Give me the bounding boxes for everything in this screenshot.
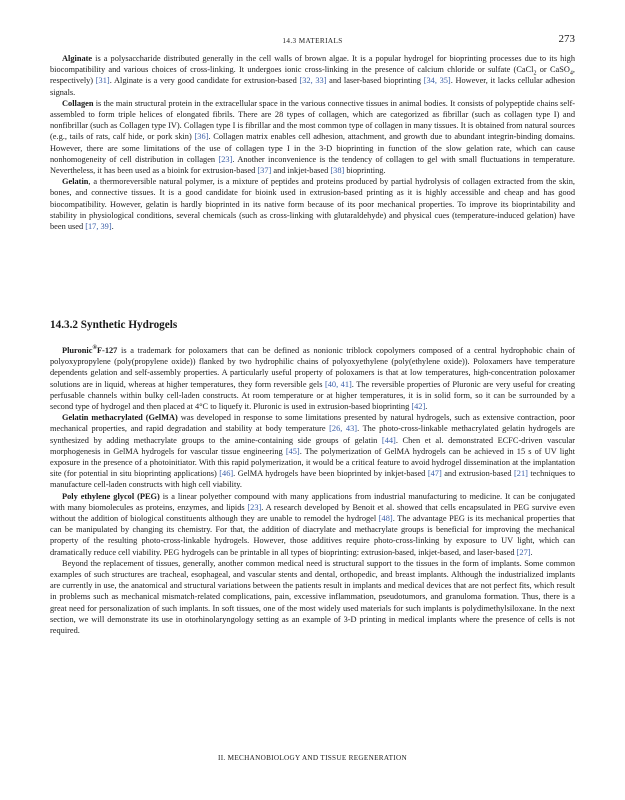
paragraph-pluronic	[50, 345, 575, 412]
text: .	[111, 222, 114, 232]
paragraph-alginate	[50, 53, 575, 98]
text: . A research developed by Benoit et al. showed that cells encapsulated in PEG survive even without the addition of biological constituents although they are unable to remodel the hydrogel	[50, 502, 575, 524]
text: and laser-based bioprinting	[326, 76, 424, 86]
section-synthetic-hydrogels	[50, 345, 575, 636]
paragraph-gelma	[50, 412, 575, 490]
citation-link[interactable]: [31]	[95, 76, 110, 86]
citation-link[interactable]: [47]	[427, 469, 442, 479]
citation-link[interactable]: [38]	[330, 166, 345, 176]
running-head: 14.3 MATERIALS	[282, 37, 343, 45]
page-footer: II. MECHANOBIOLOGY AND TISSUE REGENERATION	[218, 754, 407, 762]
text: , respectively)	[50, 65, 576, 86]
citation-link[interactable]: [21]	[514, 469, 528, 479]
citation-link[interactable]: [17, 39]	[85, 222, 112, 232]
text: was developed in response to some limitations presented by natural hydrogels, such as extensive contraction, poor mechanical properties, and rapid degradation and stability at body temperature	[50, 413, 575, 434]
citation-link[interactable]: [36]	[194, 132, 209, 142]
text: is a trademark for poloxamers that can be defined as nonionic triblock copolymers composed of a central hydrophobic chain of polyoxypropylene (poly(propylene oxide)) flanked by two hydrophilic chains of polyoxyethylene (poly(ethylene oxide)). Poloxamers have temperature dependents gelation and self-assembly properties. A particularly useful property of poloxamers is that at low temperatures, high-concentration poloxamer solutions are in liquid, whereas at higher temperatures, they form reversible gels	[50, 346, 575, 389]
text: and inkjet-based	[271, 166, 331, 176]
superscript: ®	[92, 345, 97, 352]
text: techniques to manufacture cell-laden constructs with high cell viability.	[50, 469, 576, 490]
paragraph-implants: Beyond the replacement of tissues, generally, another common medical need is structural support to the tissues in the form of implants. Some common examples of such structures are tracheal, esophageal, and vascular stents and dental, orthopedic, and breast implants. Although the industrialized implants are currently in use, the anatomical and structural variations between the patients result in implants and medical devices that are not perfect fits, which result in problems such as mechanical mismatch-related complications, pain, excessive inflammation, pseudotumors, and granuloma formation. Thus, there is a great need for personalization of such implants. In soft tissues, one of the most widely used materials for such implants is polydimethylsiloxane. In the next section, we will demonstrate its use in otorhinolaryngology setting as an example of 3-D printing in medical implants where the presence of cells is not required.	[50, 558, 575, 636]
text: F-127	[96, 346, 118, 355]
text: is a polysaccharide distributed generally in the cell walls of brown algae. It is a popular hydrogel for bioprinting processes due to its high biocompatibility and various choices of cross-linking. It undergoes ionic cross-linking in the presence of calcium chloride or sulfate (CaCl	[50, 54, 575, 75]
text: . GelMA hydrogels have been bioprinted by inkjet-based	[233, 469, 428, 479]
term-gelma: Gelatin methacrylated (GelMA)	[62, 413, 178, 423]
text: . The advantage PEG is its mechanical properties that can be manipulated by changing its chemistry. For that, the addition of diacrylate and methacrylate groups is beneficial for improving the mechanical property of the resulting photo-cross-linkable hydrogels. However, those additives require photo-cross-linking by exposure to UV light, which can dramatically reduce cell viability. PEG hydrogels can be printable in all types of bioprinting: extrusion-based, inkjet-based, and laser-based	[50, 514, 575, 557]
page-number: 273	[558, 33, 575, 45]
section-14-3-materials	[50, 53, 575, 232]
citation-link[interactable]: [27]	[516, 547, 531, 557]
text: .	[425, 402, 428, 412]
text: . Collagen matrix enables cell adhesion, attachment, and growth due to abundant integrin-binding domains. However, there are some limitations of the use of collagen type I in the 3-D bioprinting in function of the slow gelation rate, which can cause nonhomogeneity of cell distribution in collagen	[50, 132, 576, 164]
text: is the main structural protein in the extracellular space in the various connective tissues in animal bodies. It consists of polypeptide chains self-assembled to form triple helices of elongated fibrils. There are 28 types of collagen, which are categorized as fibrillar (such as collagen type I) and nonfibrillar (such as Collagen type IV). Collagen type I is fibrillar and the most common type of collagen in many tissues. It is obtained from natural sources (e.g., tails of rats, calf hide, or pork skin)	[50, 98, 575, 142]
text: . The reversible properties of Pluronic are very useful for creating perfusable channels within bulky cell-laden constructs. At room temperature or at higher temperatures, it is in solid form, so it can be surrounded by a second type of hydrogel and then placed at 4°C to liquefy it. Pluronic is used in extrusion-based bioprinting	[50, 379, 576, 412]
citation-link[interactable]: [23]	[218, 154, 233, 164]
text: and extrusion-based	[441, 469, 514, 479]
text: Pluronic	[62, 346, 93, 355]
text: . The polymerization of GelMA hydrogels can be achieved in 15 s of UV light exposure in the presence of a photoinitiator. With this rapid polymerization, it would be a critical feature to avoid hydrogel dissemination at the implantation site (for potential in situ bioprinting applications)	[50, 446, 575, 479]
text: .	[530, 547, 533, 557]
subscript: 4	[569, 70, 573, 77]
text: . The photo-cross-linkable methacrylated gelatin hydrogels are synthesized by adding methacrylate groups to the amine-containing side groups of gelatin	[50, 424, 576, 445]
citation-link[interactable]: [48]	[378, 514, 393, 524]
paragraph-peg	[50, 491, 575, 558]
citation-link[interactable]: [42]	[411, 402, 426, 412]
paragraph-gelatin	[50, 176, 575, 232]
citation-link[interactable]: [32, 33]	[299, 76, 327, 86]
text: . Chen et al. demonstrated ECFC-driven vascular morphogenesis in GelMA hydrogels for vascular tissue engineering	[50, 435, 575, 456]
page-header	[50, 33, 575, 49]
section-number: 14.3.2	[50, 319, 78, 331]
citation-link[interactable]: [46]	[219, 469, 234, 479]
text: , a thermoreversible natural polymer, is a mixture of peptides and proteins produced by partial hydrolysis of collagen extracted from the skin, bones, and connective tissues. It is a good candidate for bioink used in extrusion-based printing as it is highly accessible and cheap and has good biocompatibility. However, gelatin is hardly bioprinted in its native form because of its poor mechanical properties. To improve its bioprintability and stability in physiological conditions, several chemicals (such as cross-linking with glutaraldehyde) and physical cues (temperature-induced gelation) have been used	[50, 177, 575, 232]
citation-link[interactable]: [26, 43]	[329, 424, 358, 434]
citation-link[interactable]: [37]	[257, 166, 272, 176]
text: is a linear polyether compound with many applications from industrial manufacturing to medicine. It can be conjugated with many biomolecules as proteins, enzymes, and lipids	[50, 491, 575, 512]
text: . Alginate is a very good candidate for extrusion-based	[109, 76, 300, 86]
citation-link[interactable]: [44]	[381, 435, 396, 445]
term-alginate: Alginate	[62, 54, 93, 63]
text: bioprinting.	[344, 166, 386, 176]
text: . However, it lacks cellular adhesion signals.	[50, 76, 575, 97]
section-heading	[50, 319, 177, 331]
text: or CaSO	[536, 65, 570, 75]
term-gelatin: Gelatin	[62, 177, 89, 187]
term-peg: Poly ethylene glycol (PEG)	[62, 491, 160, 501]
citation-link[interactable]: [34, 35]	[423, 76, 451, 86]
text: . Another inconvenience is the tendency of collagen to gel with small fluctuations in temperature. Nevertheless, it has been used as a bioink for extrusion-based	[50, 154, 575, 176]
section-title: Synthetic Hydrogels	[80, 319, 178, 331]
citation-link[interactable]: [45]	[285, 446, 300, 456]
term-collagen: Collagen	[62, 98, 94, 108]
citation-link[interactable]: [40, 41]	[324, 379, 352, 389]
paragraph-collagen	[50, 98, 575, 176]
subscript: 2	[533, 70, 537, 77]
citation-link[interactable]: [23]	[247, 502, 262, 512]
term-pluronic	[62, 346, 117, 355]
